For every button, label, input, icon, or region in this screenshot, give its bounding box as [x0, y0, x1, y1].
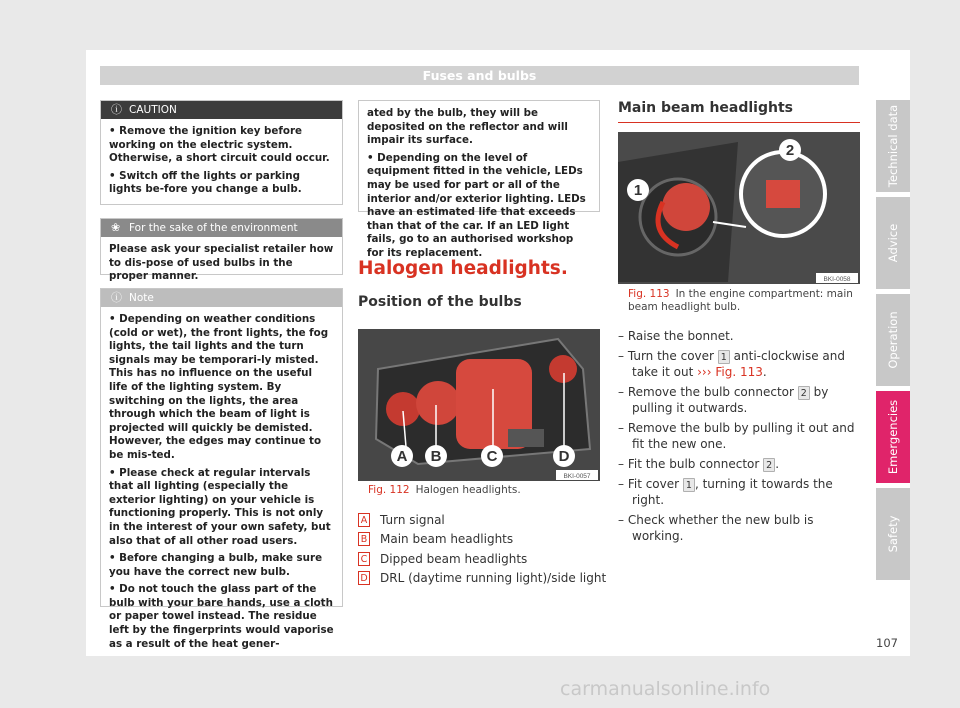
- note-item: • Do not touch the glass part of the bulb with your bare hands, use a cloth or paper towel instead. The residue left by the fingerprints would vaporise as a result of the heat gener-: [109, 583, 334, 650]
- caption-text: In the engine compartment: main beam headlight bulb.: [628, 288, 853, 313]
- figure-link[interactable]: ››› Fig. 113: [697, 365, 763, 379]
- tab-emergencies[interactable]: Emergencies: [876, 391, 910, 483]
- figure-112-caption: [368, 484, 600, 497]
- caution-item: • Remove the ignition key before working on the electric system. Otherwise, a short circuit could occur.: [109, 125, 330, 165]
- ref-badge: 2: [763, 458, 775, 472]
- step: – Remove the bulb connector 2 by pulling it outwards.: [618, 385, 829, 415]
- page-header: [100, 66, 859, 85]
- section-title: Halogen headlights.: [358, 258, 568, 279]
- note-title: Note: [129, 292, 154, 304]
- caution-item: • Switch off the lights or parking lights be-fore you change a bulb.: [109, 169, 302, 196]
- callout-c: C: [486, 448, 498, 465]
- legend-item: [358, 510, 606, 530]
- legend-key: B: [358, 532, 370, 546]
- caption-text: Halogen headlights.: [415, 484, 521, 496]
- callout-b: B: [430, 448, 442, 465]
- figure-113-caption: [628, 288, 856, 314]
- note-item: • Before changing a bulb, make sure you have the correct new bulb.: [109, 552, 323, 578]
- figure-number: Fig. 112: [368, 484, 410, 496]
- step: – Check whether the new bulb is working.: [618, 513, 814, 543]
- caution-header: [101, 101, 342, 119]
- step: – Remove the bulb by pulling it out and fit the new one.: [618, 421, 855, 451]
- legend-item: [358, 569, 606, 589]
- figure-number: Fig. 113: [628, 288, 670, 300]
- callout-1: 1: [633, 182, 643, 199]
- tab-advice[interactable]: Advice: [876, 197, 910, 289]
- step: – Raise the bonnet.: [618, 329, 734, 343]
- tab-safety[interactable]: Safety: [876, 488, 910, 580]
- environment-header: [101, 219, 342, 237]
- note-item: • Depending on weather conditions (cold or wet), the front lights, the fog lights, the tail lights and the turn signals may be temporari-ly misted. This has no influence on the useful life of the lighting system. By switching on the lights, the area through which the beam of light is projected will quickly be demisted. However, the edges may continue to be mis-ted.: [109, 313, 329, 461]
- legend-item: [358, 530, 606, 550]
- callout-2: 2: [785, 142, 795, 159]
- legend-key: A: [358, 513, 370, 527]
- step: – Turn the cover 1 anti-clockwise and take it out ››› Fig. 113.: [618, 349, 845, 379]
- figure-113-image: [618, 132, 860, 284]
- note-header: [101, 289, 342, 307]
- step: – Fit cover 1 , turning it towards the right.: [618, 477, 833, 507]
- legend-item: [358, 549, 606, 569]
- legend-key: C: [358, 552, 370, 566]
- ref-badge: 1: [683, 478, 695, 492]
- legend-text: Dipped beam headlights: [380, 551, 528, 566]
- ref-badge: 1: [718, 350, 730, 364]
- caution-box: [100, 100, 343, 205]
- figure-112-image: [358, 329, 600, 481]
- figure-code: BKI-0058: [823, 276, 851, 283]
- main-beam-title: Main beam headlights: [618, 100, 860, 123]
- figure-code: BKI-0057: [563, 473, 591, 480]
- procedure-steps: [618, 328, 860, 548]
- note-item: • Please check at regular intervals that all lighting (especially the exterior lighting) on your vehicle is functioning properly. This is not only in the interest of your own safety, but also that of all other road users.: [109, 466, 331, 547]
- bulb-legend: [358, 510, 606, 588]
- header-title: Fuses and bulbs: [422, 68, 537, 83]
- callout-a: A: [396, 448, 408, 465]
- page-number: 107: [876, 636, 898, 650]
- legend-text: Main beam headlights: [380, 532, 514, 547]
- ref-badge: 2: [798, 386, 810, 400]
- step: – Fit the bulb connector 2 .: [618, 457, 780, 471]
- note-continued-item: • Depending on the level of equipment fitted in the vehicle, LEDs may be used for part or all of the interior and/or exterior lighting. LEDs have an estimated life that exceeds than that of the car. If an LED light fails, go to an authorised workshop for its replacement.: [367, 151, 586, 259]
- environment-box: [100, 218, 343, 283]
- note-continued-box: [358, 100, 600, 259]
- info-icon: ⓘ: [111, 291, 122, 304]
- section-subtitle: Position of the bulbs: [358, 294, 522, 310]
- watermark: carmanualsonline.info: [560, 678, 771, 700]
- legend-text: DRL (daytime running light)/side light: [380, 571, 607, 586]
- tab-technical-data[interactable]: Technical data: [876, 100, 910, 192]
- callout-d: D: [558, 448, 570, 465]
- warning-icon: ⓘ: [111, 103, 122, 116]
- leaf-icon: ❀: [111, 221, 121, 234]
- environment-text: Please ask your specialist retailer how to dis-pose of used bulbs in the proper manner.: [109, 243, 334, 283]
- note-box: [100, 288, 343, 650]
- tab-operation[interactable]: Operation: [876, 294, 910, 386]
- environment-title: For the sake of the environment: [129, 222, 298, 234]
- note-continued-item: ated by the bulb, they will be deposited on the reflector and will impair its surface.: [367, 107, 568, 147]
- caution-title: CAUTION: [129, 104, 177, 116]
- legend-text: Turn signal: [380, 512, 445, 527]
- legend-key: D: [358, 571, 370, 585]
